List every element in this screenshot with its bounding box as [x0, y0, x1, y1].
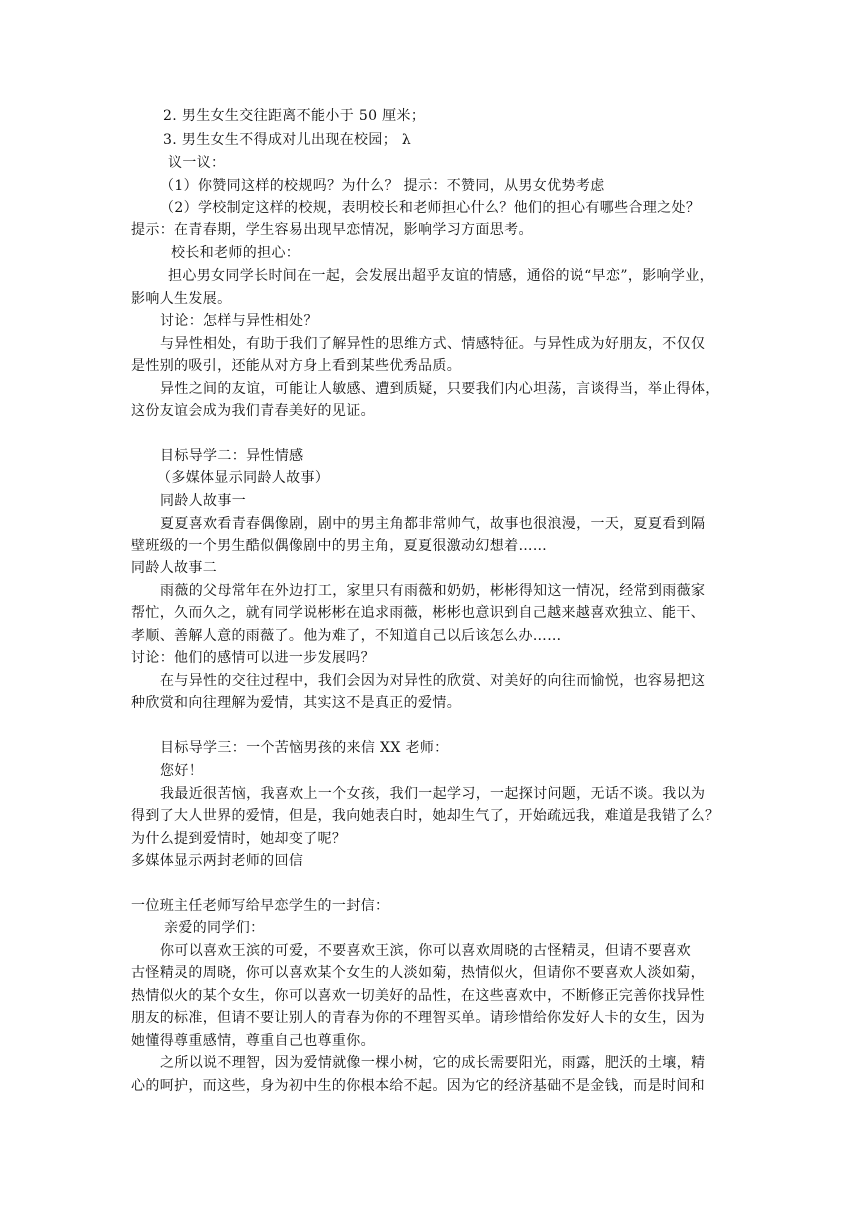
paragraph-line: 为什么提到爱情时，她却变了呢？	[131, 831, 347, 847]
paragraph-line: 热情似火的某个女生，你可以喜欢一切美好的品性，在这些喜欢中，不断修正完善你找异性	[131, 988, 705, 1004]
rule-item-2: 2. 男生女生交往距离不能小于 50 厘米；	[163, 108, 426, 124]
paragraph-line: 这份友谊会成为我们青春美好的见证。	[131, 403, 375, 419]
paragraph-line: 影响人生发展。	[131, 291, 232, 307]
paragraph-line: 与异性相处，有助于我们了解异性的思维方式、情感特征。与异性成为好朋友，不仅仅	[160, 336, 706, 352]
question-1: （1）你赞同这样的校规吗？为什么？ 提示：不赞同，从男女优势考虑	[160, 178, 605, 194]
paragraph-line: 朋友的标准，但请不要让别人的青春为你的不理智买单。请珍惜给你发好人卡的女生，因为	[131, 1010, 705, 1026]
paragraph-line: 壁班级的一个男生酷似偶像剧中的男主角，夏夏很激动幻想着……	[131, 538, 548, 554]
paragraph-line: 得到了大人世界的爱情，但是，我向她表白时，她却生气了，开始疏远我，难道是我错了么？	[131, 808, 720, 824]
paragraph-line: 古怪精灵的周晓，你可以喜欢某个女生的人淡如菊，热情似火，但请你不要喜欢人淡如菊，	[131, 965, 705, 981]
letter-greeting: 您好！	[160, 763, 204, 779]
paragraph-line: 是性别的吸引，还能从对方身上看到某些优秀品质。	[131, 358, 462, 374]
hint-text: 提示：在青春期，学生容易出现早恋情况，影响学习方面思考。	[131, 222, 533, 238]
paragraph-line: 异性之间的友谊，可能让人敏感、遭到质疑，只要我们内心坦荡，言谈得当，举止得体，	[160, 381, 720, 397]
paragraph-line: 雨薇的父母常年在外边打工，家里只有雨薇和奶奶，彬彬得知这一情况，经常到雨薇家	[160, 583, 706, 599]
paragraph-line: 你可以喜欢王滨的可爱，不要喜欢王滨，你可以喜欢周晓的古怪精灵，但请不要喜欢	[160, 943, 691, 959]
paragraph-line: 她懂得尊重感情，尊重自己也尊重你。	[131, 1033, 375, 1049]
letter-title: 一位班主任老师写给早恋学生的一封信：	[131, 898, 390, 914]
worry-heading: 校长和老师的担心：	[171, 245, 301, 261]
multimedia-note: 多媒体显示两封老师的回信	[131, 853, 304, 869]
paragraph-line: 种欣赏和向往理解为爱情，其实这不是真正的爱情。	[131, 695, 462, 711]
paragraph-line: 心的呵护，而这些，身为初中生的你根本给不起。因为它的经济基础不是金钱，而是时间和	[131, 1078, 705, 1094]
story-title-2: 同龄人故事二	[131, 560, 218, 576]
section-heading-2: 目标导学二：异性情感	[160, 448, 304, 464]
paragraph-line: 孝顺、善解人意的雨薇了。他为难了，不知道自己以后该怎么办……	[131, 628, 562, 644]
multimedia-note: （多媒体显示同龄人故事）	[157, 470, 330, 486]
paragraph-line: 之所以说不理智，因为爱情就像一棵小树，它的成长需要阳光，雨露，肥沃的土壤，精	[160, 1055, 706, 1071]
question-2: （2）学校制定这样的校规，表明校长和老师担心什么？他们的担心有哪些合理之处？	[160, 200, 701, 216]
discussion-heading: 议一议：	[168, 155, 226, 171]
paragraph-line: 担心男女同学长时间在一起，会发展出超乎友谊的情感，通俗的说“早恋”，影响学业，	[168, 268, 714, 284]
rule-item-3: 3. 男生女生不得成对儿出现在校园； λ	[163, 132, 412, 148]
story-title-1: 同龄人故事一	[160, 493, 247, 509]
paragraph-line: 我最近很苦恼，我喜欢上一个女孩，我们一起学习，一起探讨问题，无话不谈。我以为	[160, 786, 706, 802]
section-heading-3: 目标导学三：一个苦恼男孩的来信 XX 老师：	[160, 740, 449, 756]
paragraph-line: 在与异性的交往过程中，我们会因为对异性的欣赏、对美好的向往而愉悦，也容易把这	[160, 673, 706, 689]
paragraph-line: 夏夏喜欢看青春偶像剧，剧中的男主角都非常帅气，故事也很浪漫，一天，夏夏看到隔	[160, 516, 706, 532]
letter-salutation: 亲爱的同学们：	[164, 920, 265, 936]
discussion-question: 讨论：他们的感情可以进一步发展吗？	[131, 650, 375, 666]
discussion-question: 讨论：怎样与异性相处？	[160, 313, 318, 329]
paragraph-line: 帮忙，久而久之，就有同学说彬彬在追求雨薇，彬彬也意识到自己越来越喜欢独立、能干、	[131, 605, 705, 621]
